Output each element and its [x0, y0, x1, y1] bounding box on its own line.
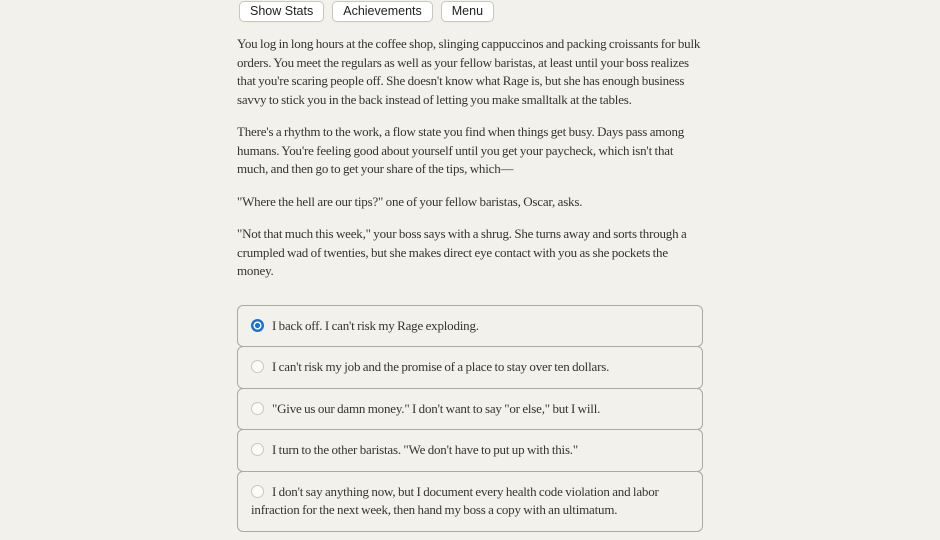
choice-label: I turn to the other baristas. "We don't have to put up with this.": [272, 442, 578, 457]
choice-option-5[interactable]: [237, 471, 703, 532]
story-text: [237, 35, 703, 281]
choice-option-1[interactable]: [237, 305, 703, 348]
show-stats-button[interactable]: Show Stats: [239, 1, 324, 22]
radio-unselected-icon[interactable]: [251, 402, 264, 415]
story-paragraph-4: "Not that much this week," your boss says with a shrug. She turns away and sorts through a crumpled wad of twenties, but she makes direct eye contact with you as she pockets the money.: [237, 226, 687, 278]
achievements-button[interactable]: Achievements: [332, 1, 433, 22]
radio-unselected-icon[interactable]: [251, 485, 264, 498]
choice-option-4[interactable]: [237, 429, 703, 472]
choice-option-3[interactable]: [237, 388, 703, 431]
choice-option-2[interactable]: [237, 346, 703, 389]
choice-label: I don't say anything now, but I document every health code violation and labor infraction for the next week, then hand my boss a copy with an ultimatum.: [251, 483, 659, 517]
choice-label: I can't risk my job and the promise of a place to stay over ten dollars.: [272, 359, 610, 374]
story-paragraph-2: There's a rhythm to the work, a flow state you find when things get busy. Days pass among humans. You're feeling good about yourself until you get your paycheck, which isn't that much, and then go to get your share of the tips, which—: [237, 124, 685, 176]
radio-unselected-icon[interactable]: [251, 443, 264, 456]
menu-button[interactable]: Menu: [441, 1, 494, 22]
story-paragraph-1: You log in long hours at the coffee shop, slinging cappuccinos and packing croissants for bulk orders. You meet the regulars as well as your fellow baristas, at least until your boss realizes that you're scaring people off. She doesn't know what Rage is, but she has enough business savvy to stick you in the back instead of letting you make smalltalk at the tables.: [237, 36, 701, 107]
choice-list: [237, 305, 703, 540]
story-paragraph-3: "Where the hell are our tips?" one of your fellow baristas, Oscar, asks.: [237, 193, 583, 209]
toolbar: [239, 0, 703, 22]
choice-label: "Give us our damn money." I don't want to say "or else," but I will.: [272, 400, 601, 416]
choice-label: I back off. I can't risk my Rage exploding.: [272, 317, 479, 333]
radio-unselected-icon[interactable]: [251, 360, 264, 373]
game-page: [237, 0, 703, 540]
radio-selected-icon[interactable]: [251, 319, 264, 332]
